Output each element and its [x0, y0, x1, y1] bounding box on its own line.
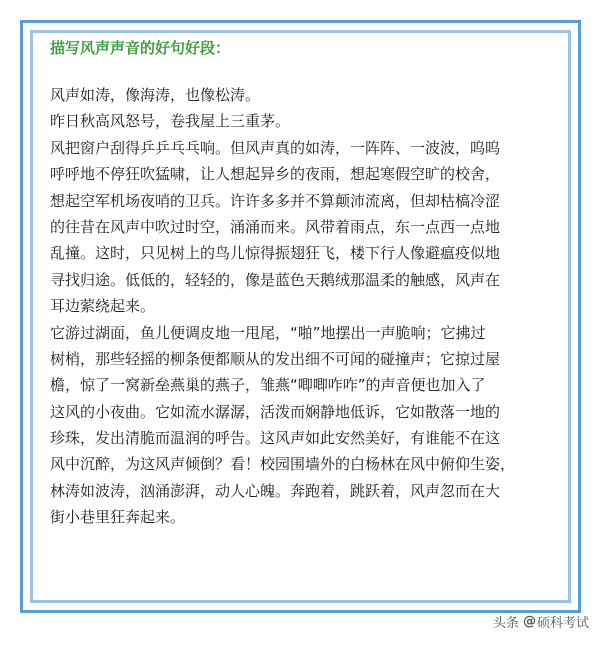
article-heading: 描写风声声音的好句好段： [50, 39, 231, 57]
text-line: 的往昔在风声中吹过时空，涌涌而来。风带着雨点，东一点西一点地 [50, 217, 501, 236]
watermark-prefix: 头条 [492, 616, 519, 631]
text-line: 乱撞。这时，只见树上的鸟儿惊得振翅狂飞，楼下行人像避瘟疫似地 [50, 244, 501, 263]
text-line: 树梢，那些轻摇的柳条便都顺从的发出细不可闻的碰撞声；它掠过屋 [50, 349, 501, 368]
text-line: 这风的小夜曲。它如流水潺潺，活泼而娴静地低诉，它如散落一地的 [50, 402, 501, 421]
text-line: 寻找归途。低低的，轻轻的，像是蓝色天鹅绒那温柔的触感，风声在 [50, 270, 501, 289]
text-line: 檐，惊了一窝新垒燕巢的燕子，雏燕“唧唧咋咋”的声音便也加入了 [50, 376, 486, 395]
text-line: 呼呼地不停狂吹猛啸，让人想起异乡的夜雨，想起寒假空旷的校舍， [50, 165, 501, 184]
text-line: 昨日秋高风怒号，卷我屋上三重茅。 [50, 112, 291, 131]
text-line: 珍珠，发出清脆而温润的呼告。这风声如此安然美好，有谁能不在这 [50, 429, 501, 448]
text-line: 风把窗户刮得乒乒乓乓响。但风声真的如涛，一阵阵、一波波，呜呜 [50, 138, 501, 157]
article-body [50, 82, 560, 531]
text-line: 街小巷里狂奔起来。 [50, 508, 186, 527]
text-line: 林涛如波涛，汹涌澎湃，动人心魄。奔跑着，跳跃着，风声忽而在大 [50, 481, 501, 500]
watermark [493, 612, 589, 631]
text-line: 耳边萦绕起来。 [50, 297, 156, 316]
text-line: 风中沉醉，为这风声倾倒？看！校园围墙外的白杨林在风中俯仰生姿， [50, 455, 516, 474]
watermark-account: 硕科考试 [536, 616, 589, 631]
text-line: 风声如涛，像海涛，也像松涛。 [50, 86, 261, 104]
text-line: 想起空军机场夜哨的卫兵。许许多多并不算颠沛流离，但却枯槁冷涩 [50, 191, 501, 210]
text-line: 它游过湖面，鱼儿便调皮地一甩尾，“啪”地摆出一声脆响；它拂过 [50, 323, 486, 342]
watermark-at: @ [522, 614, 536, 629]
